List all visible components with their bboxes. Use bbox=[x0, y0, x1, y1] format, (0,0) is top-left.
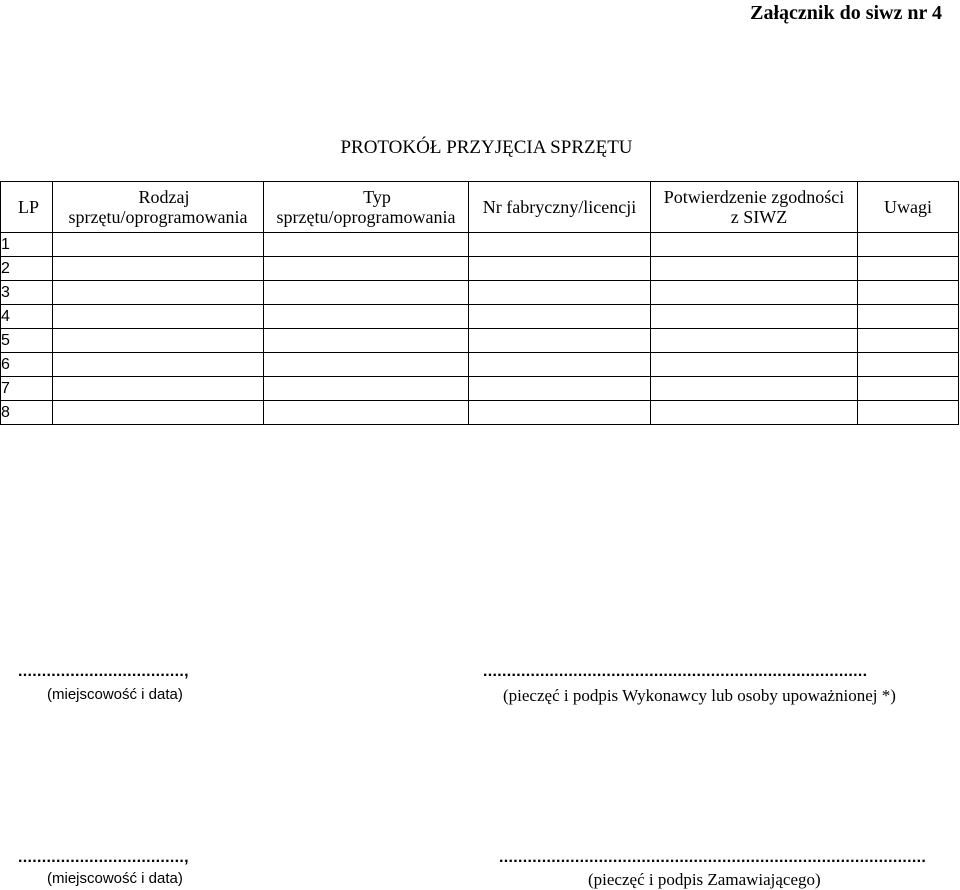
table-row bbox=[1, 305, 959, 329]
row-number: 6 bbox=[1, 353, 53, 377]
cell-notes bbox=[858, 329, 959, 353]
cell-serial bbox=[469, 281, 651, 305]
cell-notes bbox=[858, 281, 959, 305]
row-number: 1 bbox=[1, 233, 53, 257]
row-number: 5 bbox=[1, 329, 53, 353]
client-place-date-line: ..................................., bbox=[18, 849, 189, 866]
cell-type bbox=[264, 329, 469, 353]
cell-type bbox=[264, 353, 469, 377]
row-number: 8 bbox=[1, 401, 53, 425]
table-row bbox=[1, 281, 959, 305]
client-signature-line: .......................................................................................... bbox=[499, 849, 927, 866]
row-number: 2 bbox=[1, 257, 53, 281]
table-row bbox=[1, 233, 959, 257]
table-row bbox=[1, 257, 959, 281]
cell-kind bbox=[53, 257, 264, 281]
contractor-signature-caption: (pieczęć i podpis Wykonawcy lub osoby upoważnionej *) bbox=[503, 686, 896, 705]
cell-notes bbox=[858, 377, 959, 401]
cell-compliance bbox=[651, 305, 858, 329]
table-row bbox=[1, 353, 959, 377]
cell-kind bbox=[53, 329, 264, 353]
column-header-notes: Uwagi bbox=[858, 182, 959, 233]
cell-serial bbox=[469, 233, 651, 257]
annex-label: Załącznik do siwz nr 4 bbox=[750, 2, 942, 24]
table-header-row bbox=[1, 182, 959, 233]
column-header-lp: LP bbox=[1, 182, 53, 233]
cell-compliance bbox=[651, 329, 858, 353]
table-row bbox=[1, 329, 959, 353]
document-title bbox=[0, 137, 960, 159]
cell-serial bbox=[469, 353, 651, 377]
contractor-place-date-line: ..................................., bbox=[18, 663, 189, 680]
row-number: 7 bbox=[1, 377, 53, 401]
cell-kind bbox=[53, 401, 264, 425]
document-title-text: PROTOKÓŁ PRZYJĘCIA SPRZĘTU bbox=[340, 137, 633, 158]
cell-serial bbox=[469, 401, 651, 425]
cell-compliance bbox=[651, 401, 858, 425]
cell-type bbox=[264, 257, 469, 281]
cell-compliance bbox=[651, 353, 858, 377]
contractor-signature-line: ................................................................................. bbox=[483, 663, 868, 680]
cell-notes bbox=[858, 401, 959, 425]
cell-compliance bbox=[651, 257, 858, 281]
row-number: 3 bbox=[1, 281, 53, 305]
column-header-kind: Rodzaj sprzętu/oprogramowania bbox=[53, 182, 264, 233]
cell-serial bbox=[469, 329, 651, 353]
cell-type bbox=[264, 401, 469, 425]
cell-compliance bbox=[651, 233, 858, 257]
cell-type bbox=[264, 377, 469, 401]
client-place-date-caption: (miejscowość i data) bbox=[47, 870, 183, 887]
equipment-table bbox=[0, 181, 959, 425]
cell-notes bbox=[858, 233, 959, 257]
cell-serial bbox=[469, 305, 651, 329]
cell-kind bbox=[53, 377, 264, 401]
cell-compliance bbox=[651, 281, 858, 305]
cell-type bbox=[264, 281, 469, 305]
cell-kind bbox=[53, 353, 264, 377]
row-number: 4 bbox=[1, 305, 53, 329]
contractor-place-date-caption: (miejscowość i data) bbox=[47, 686, 183, 703]
column-header-compliance: Potwierdzenie zgodności z SIWZ bbox=[651, 182, 858, 233]
cell-compliance bbox=[651, 377, 858, 401]
column-header-serial: Nr fabryczny/licencji bbox=[469, 182, 651, 233]
cell-serial bbox=[469, 377, 651, 401]
cell-type bbox=[264, 305, 469, 329]
table-row bbox=[1, 377, 959, 401]
client-signature-caption: (pieczęć i podpis Zamawiającego) bbox=[588, 870, 821, 889]
cell-notes bbox=[858, 257, 959, 281]
table-row bbox=[1, 401, 959, 425]
cell-kind bbox=[53, 281, 264, 305]
column-header-type: Typ sprzętu/oprogramowania bbox=[264, 182, 469, 233]
cell-serial bbox=[469, 257, 651, 281]
cell-type bbox=[264, 233, 469, 257]
cell-kind bbox=[53, 233, 264, 257]
cell-notes bbox=[858, 305, 959, 329]
cell-kind bbox=[53, 305, 264, 329]
cell-notes bbox=[858, 353, 959, 377]
